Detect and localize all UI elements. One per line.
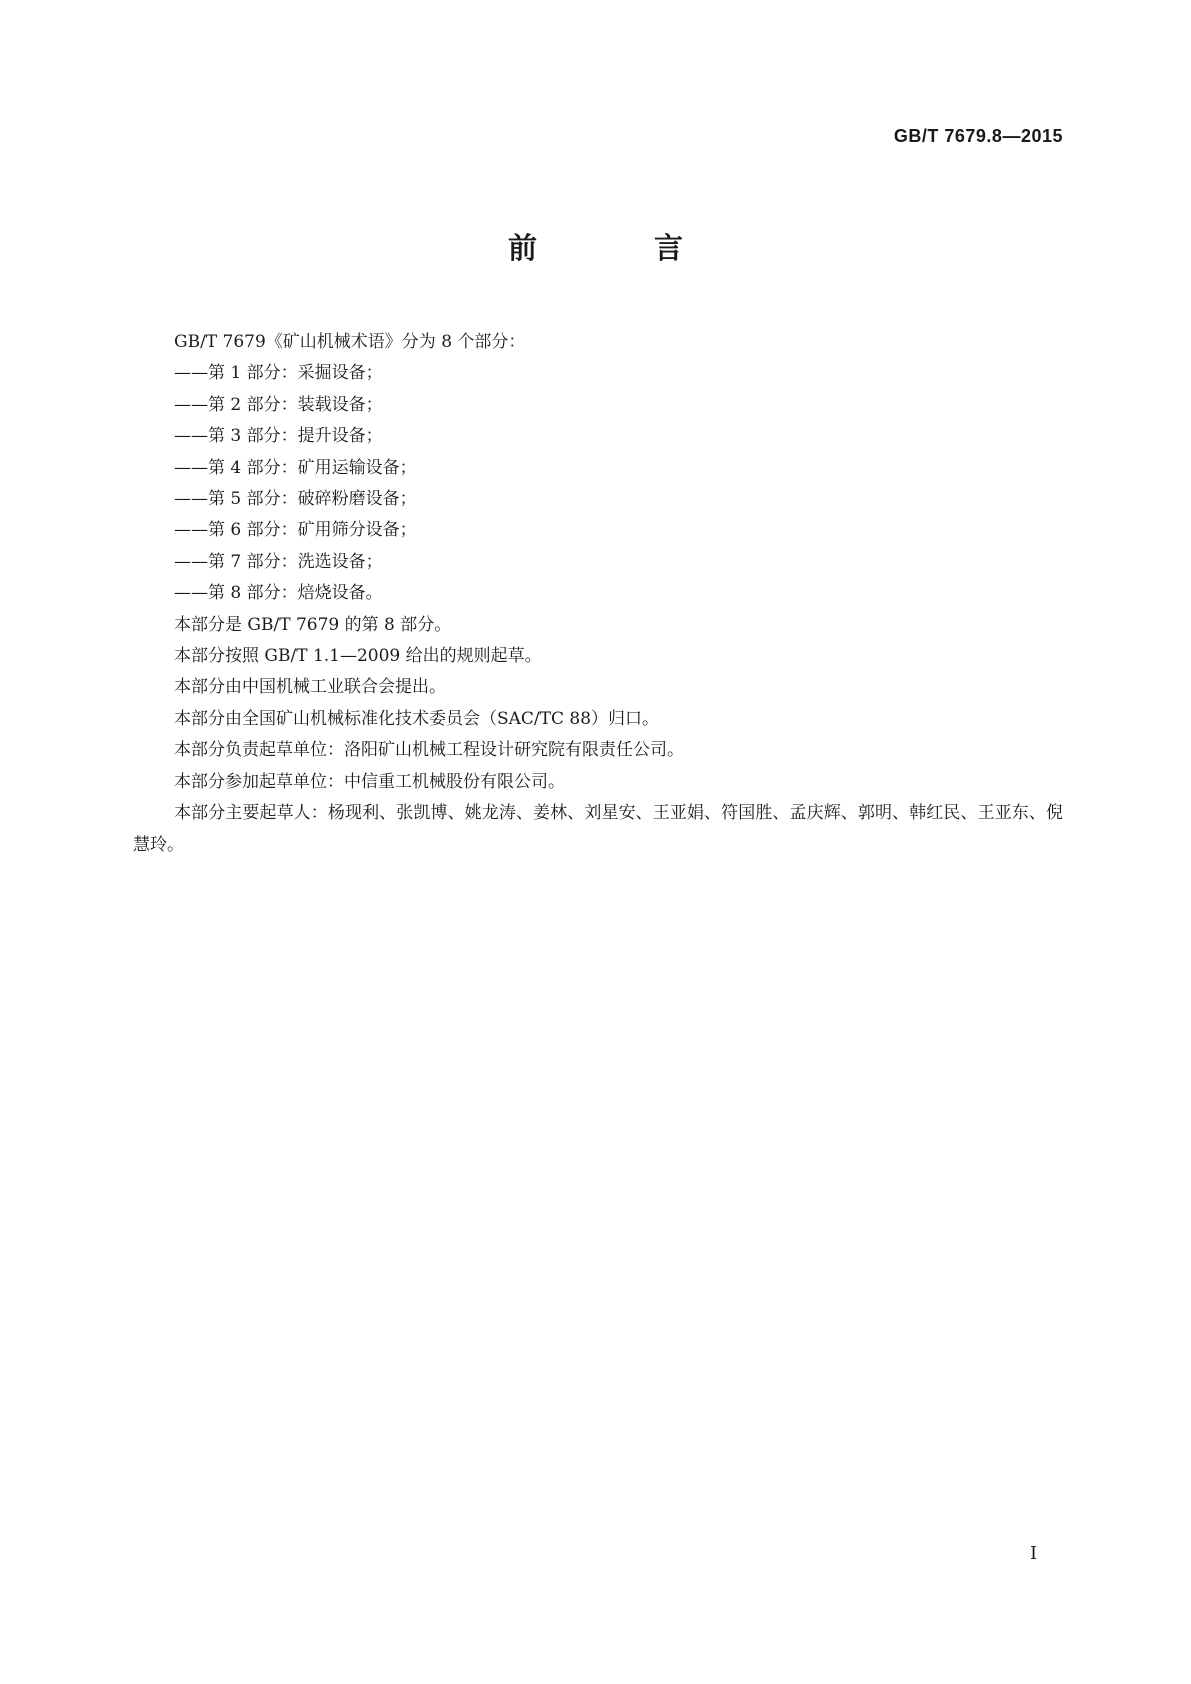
- intro-paragraph: GB/T 7679《矿山机械术语》分为 8 个部分：: [174, 332, 526, 352]
- lead-drafter-paragraph: 本部分负责起草单位：洛阳矿山机械工程设计研究院有限责任公司。: [174, 740, 684, 761]
- standard-code: GB/T 7679.8—2015: [893, 126, 1063, 146]
- participating-drafter-paragraph: 本部分参加起草单位：中信重工机械股份有限公司。: [174, 771, 565, 792]
- part-statement-paragraph: 本部分是 GB/T 7679 的第 8 部分。: [174, 614, 452, 635]
- list-item-part-4: ——第 4 部分：矿用运输设备；: [174, 457, 417, 478]
- drafting-rules-paragraph: 本部分按照 GB/T 1.1—2009 给出的规则起草。: [174, 646, 542, 667]
- drafters-paragraph: 本部分主要起草人：杨现利、张凯博、姚龙涛、姜林、刘星安、王亚娟、符国胜、孟庆辉、郭明、韩红民、王亚东、倪慧玲。: [133, 803, 1063, 855]
- list-item-part-3: ——第 3 部分：提升设备；: [174, 426, 383, 447]
- foreword-body: [133, 327, 1063, 861]
- list-item-part-2: ——第 2 部分：装载设备；: [174, 394, 383, 415]
- page-title: 前 言: [507, 231, 727, 265]
- list-item-part-5: ——第 5 部分：破碎粉磨设备；: [174, 489, 417, 510]
- list-item-part-7: ——第 7 部分：洗选设备；: [174, 551, 383, 572]
- list-item-part-8: ——第 8 部分：焙烧设备。: [174, 583, 383, 604]
- page-number: I: [1030, 1543, 1038, 1564]
- committee-paragraph: 本部分由全国矿山机械标准化技术委员会（SAC/TC 88）归口。: [174, 708, 660, 729]
- list-item-part-1: ——第 1 部分：采掘设备；: [174, 363, 383, 384]
- list-item-part-6: ——第 6 部分：矿用筛分设备；: [174, 520, 417, 541]
- proposer-paragraph: 本部分由中国机械工业联合会提出。: [174, 677, 446, 698]
